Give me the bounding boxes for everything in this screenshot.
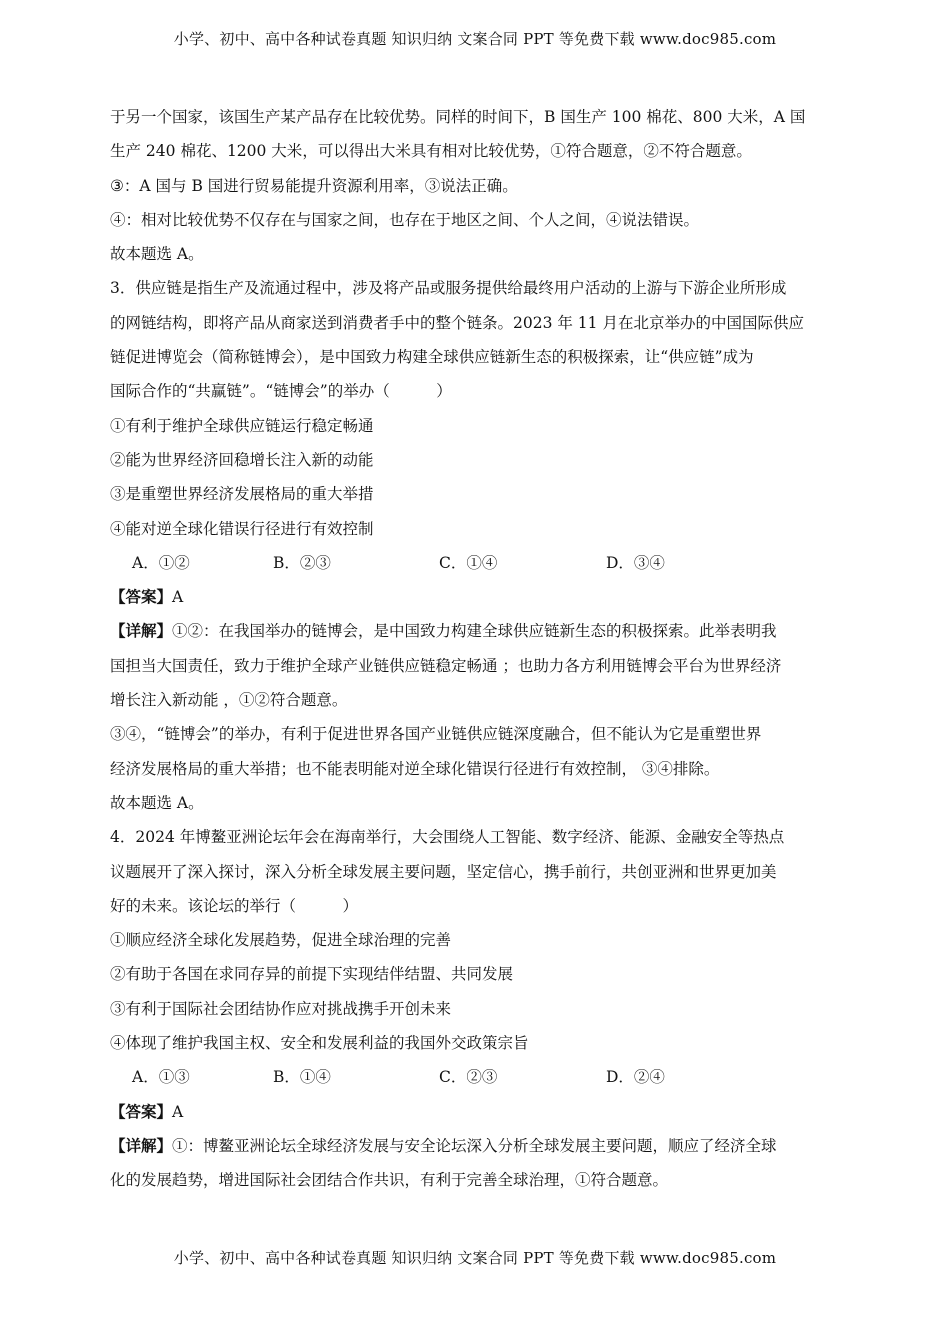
q2-line: ③：A 国与 B 国进行贸易能提升资源利用率，③说法正确。	[110, 176, 518, 195]
q3-item: ②能为世界经济回稳增长注入新的动能	[110, 450, 374, 469]
q3-stem-line: 3．供应链是指生产及流通过程中，涉及将产品或服务提供给最终用户活动的上游与下游企业所形成	[110, 279, 787, 298]
q3-option-c: C．①④	[439, 553, 498, 572]
q2-conclusion: 故本题选 A。	[110, 245, 204, 264]
q4-stem-line: 4．2024 年博鳌亚洲论坛年会在海南举行，大会围绕人工智能、数字经济、能源、金融安全等热点	[110, 828, 785, 847]
answer-label: 【答案】	[110, 587, 173, 607]
answer-label: 【答案】	[110, 1101, 173, 1121]
question-3	[110, 271, 845, 820]
q3-detail-line: 国担当大国责任，致力于维护全球产业链供应链稳定畅通 ；也助力各方利用链博会平台为世界经济	[110, 656, 782, 675]
q4-detail-line: 【详解】①：博鳌亚洲论坛全球经济发展与安全论坛深入分析全球发展主要问题，顺应了经济全球	[110, 1135, 777, 1155]
page-header: 小学、初中、高中各种试卷真题 知识归纳 文案合同 PPT 等免费下载 www.doc985.com	[173, 30, 777, 48]
answer-value: A	[172, 588, 184, 607]
q4-stem-line: 好的未来。该论坛的举行（ ）	[110, 896, 359, 915]
q3-option-b: B．②③	[273, 553, 331, 572]
q4-option-b: B．①④	[273, 1068, 331, 1087]
q3-detail-line: ③④，“链博会”的举办，有利于促进世界各国产业链供应链深度融合，但不能认为它是重塑世界	[110, 725, 762, 744]
q3-option-d: D．③④	[606, 553, 665, 572]
q3-item: ④能对逆全球化错误行径进行有效控制	[110, 519, 374, 538]
q3-stem-line: 的网链结构，即将产品从商家送到消费者手中的整个链条。2023 年 11 月在北京举办的中国国际供应	[110, 313, 804, 332]
detail-label: 【详解】	[110, 1135, 173, 1155]
q3-detail-line: 【详解】①②：在我国举办的链博会，是中国致力构建全球供应链新生态的积极探索。此举表明我	[110, 621, 777, 641]
q2-line: 生产 240 棉花、1200 大米，可以得出大米具有相对比较优势，①符合题意，②不符合题意。	[110, 142, 752, 161]
q3-option-a: A．①②	[132, 553, 190, 572]
q4-item: ①顺应经济全球化发展趋势，促进全球治理的完善	[110, 931, 452, 950]
q2-line: 于另一个国家，该国生产某产品存在比较优势。同样的时间下，B 国生产 100 棉花、800 大米，A 国	[110, 108, 806, 126]
q4-item: ③有利于国际社会团结协作应对挑战携手开创未来	[110, 999, 452, 1018]
page-footer: 小学、初中、高中各种试卷真题 知识归纳 文案合同 PPT 等免费下载 www.doc985.com	[173, 1249, 777, 1267]
q3-detail-line: 经济发展格局的重大举措；也不能表明能对逆全球化错误行径进行有效控制， ③④排除。	[110, 759, 720, 778]
q4-option-d: D．②④	[606, 1068, 665, 1087]
q4-answer	[110, 1095, 845, 1129]
q3-options	[110, 546, 845, 580]
question-4	[110, 820, 845, 1197]
q3-item: ①有利于维护全球供应链运行稳定畅通	[110, 416, 374, 435]
detail-label: 【详解】	[110, 621, 173, 641]
q3-detail-line: 增长注入新动能 ，①②符合题意。	[110, 691, 348, 710]
q3-stem-line: 国际合作的“共赢链”。“链博会”的举办（ ）	[110, 382, 452, 401]
q4-item: ②有助于各国在求同存异的前提下实现结伴结盟、共同发展	[110, 965, 514, 984]
answer-value: A	[172, 1102, 184, 1121]
q2-line: ④：相对比较优势不仅存在与国家之间，也存在于地区之间、个人之间，④说法错误。	[110, 210, 700, 229]
q3-stem-line: 链促进博览会（简称链博会），是中国致力构建全球供应链新生态的积极探索，让“供应链”成为	[110, 348, 754, 367]
q4-stem-line: 议题展开了深入探讨，深入分析全球发展主要问题，坚定信心，携手前行，共创亚洲和世界更加美	[110, 862, 777, 881]
q4-option-c: C．②③	[439, 1068, 498, 1087]
q3-answer	[110, 580, 845, 614]
q4-options	[110, 1060, 845, 1094]
q3-conclusion: 故本题选 A。	[110, 793, 204, 812]
q3-item: ③是重塑世界经济发展格局的重大举措	[110, 485, 374, 504]
q4-detail-line: 化的发展趋势，增进国际社会团结合作共识，有利于完善全球治理，①符合题意。	[110, 1171, 669, 1190]
q4-item: ④体现了维护我国主权、安全和发展利益的我国外交政策宗旨	[110, 1034, 529, 1053]
q4-option-a: A．①③	[132, 1068, 190, 1087]
page-content	[110, 100, 845, 1198]
